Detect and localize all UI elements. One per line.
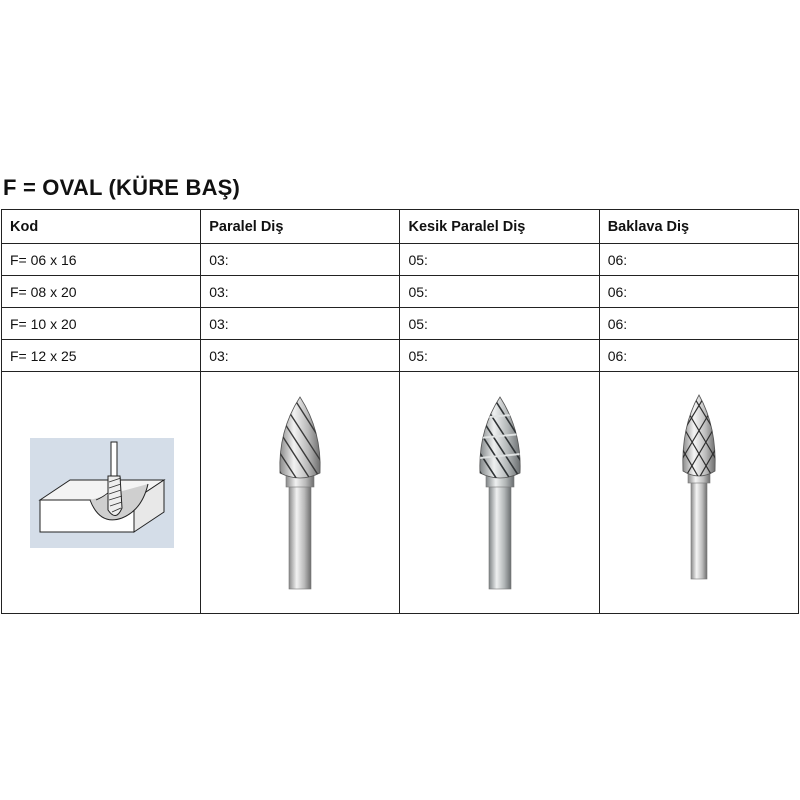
table-row (2, 276, 799, 308)
header-kod: Kod (2, 210, 201, 244)
chipbreaker-cut-burr-icon (470, 393, 530, 593)
cell-kesik: 05: (400, 244, 599, 276)
cell-kod: F= 06 x 16 (2, 244, 201, 276)
usage-diagram-icon (30, 438, 174, 548)
parallel-cut-burr-icon (270, 393, 330, 593)
cell-baklava: 06: (599, 244, 798, 276)
cell-kod: F= 10 x 20 (2, 308, 201, 340)
cell-baklava: 06: (599, 276, 798, 308)
header-kesik-paralel-dis: Kesik Paralel Diş (400, 210, 599, 244)
table-row (2, 340, 799, 372)
header-paralel-dis: Paralel Diş (201, 210, 400, 244)
cell-baklava: 06: (599, 340, 798, 372)
cell-kod: F= 12 x 25 (2, 340, 201, 372)
cell-baklava: 06: (599, 308, 798, 340)
cell-kesik: 05: (400, 308, 599, 340)
image-row (2, 372, 799, 614)
spec-table (1, 209, 799, 614)
cell-paralel: 03: (201, 340, 400, 372)
usage-diagram-cell (2, 372, 201, 614)
chipbreaker-cut-cell (400, 372, 599, 614)
page-title: F = OVAL (KÜRE BAŞ) (3, 175, 241, 200)
header-baklava-dis: Baklava Diş (599, 210, 798, 244)
cell-kesik: 05: (400, 276, 599, 308)
cell-paralel: 03: (201, 276, 400, 308)
cell-kod: F= 08 x 20 (2, 276, 201, 308)
cell-paralel: 03: (201, 244, 400, 276)
parallel-cut-cell (201, 372, 400, 614)
table-row (2, 244, 799, 276)
table-header-row (2, 210, 799, 244)
diamond-cut-burr-icon (669, 393, 729, 593)
cell-kesik: 05: (400, 340, 599, 372)
table-row (2, 308, 799, 340)
cell-paralel: 03: (201, 308, 400, 340)
diamond-cut-cell (599, 372, 798, 614)
